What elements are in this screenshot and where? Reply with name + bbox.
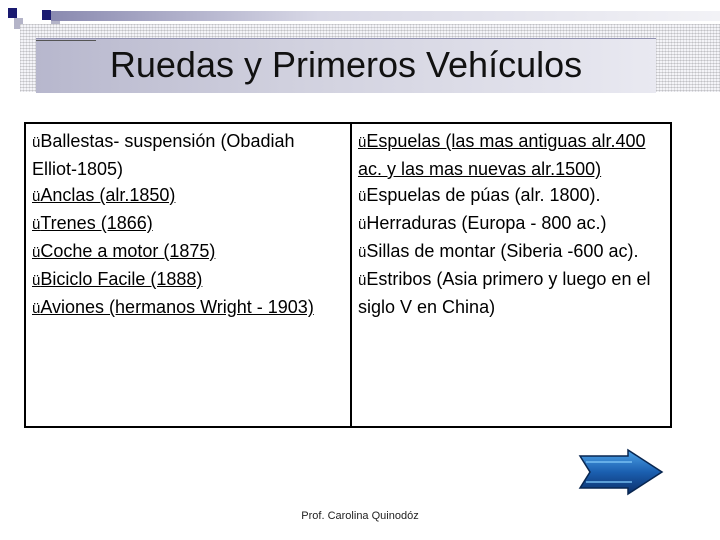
right-arrow-icon[interactable] <box>576 448 666 496</box>
decor-square <box>8 8 17 18</box>
checkmark-icon: ü <box>32 216 41 233</box>
checkmark-icon: ü <box>358 244 367 261</box>
content-table <box>24 122 672 428</box>
slide-title: Ruedas y Primeros Vehículos <box>109 44 583 85</box>
left-column <box>32 128 342 322</box>
checkmark-icon: ü <box>358 216 367 233</box>
left-list-item[interactable] <box>32 238 342 266</box>
checkmark-icon: ü <box>32 300 41 317</box>
checkmark-icon: ü <box>32 188 41 205</box>
right-list-item-text: Sillas de montar (Siberia -600 ac). <box>366 241 639 261</box>
right-list-item <box>358 238 666 266</box>
left-list-item <box>32 128 342 182</box>
right-list-item <box>358 266 666 320</box>
checkmark-icon: ü <box>32 244 41 261</box>
header-gradient-bar <box>51 11 720 21</box>
right-list-item-text: Estribos (Asia primero y luego en el siglo V en China) <box>358 269 651 317</box>
left-list-item-text: Aviones (hermanos Wright - 1903) <box>40 297 314 317</box>
right-list-item <box>358 210 666 238</box>
left-list-item[interactable] <box>32 294 342 322</box>
column-divider <box>350 124 352 426</box>
left-list-item[interactable] <box>32 266 342 294</box>
checkmark-icon: ü <box>358 134 367 151</box>
left-list-item[interactable] <box>32 210 342 238</box>
left-list-item-text: Coche a motor (1875) <box>40 241 216 261</box>
decor-square <box>42 10 51 20</box>
checkmark-icon: ü <box>358 272 367 289</box>
left-list-item-text: Ballestas- suspensión (Obadiah Elliot-1805) <box>32 131 295 179</box>
right-list-item <box>358 182 666 210</box>
right-list-item-text: Espuelas (las mas antiguas alr.400 ac. y las mas nuevas alr.1500) <box>358 131 646 179</box>
left-list-item[interactable] <box>32 182 342 210</box>
left-list-item-text: Biciclo Facile (1888) <box>40 269 203 289</box>
right-list-item-text: Espuelas de púas (alr. 1800). <box>366 185 601 205</box>
checkmark-icon: ü <box>358 188 367 205</box>
checkmark-icon: ü <box>32 272 41 289</box>
checkmark-icon: ü <box>32 134 41 151</box>
footer-credit: Prof. Carolina Quinodóz <box>301 510 419 522</box>
right-list-item-text: Herraduras (Europa - 800 ac.) <box>366 213 607 233</box>
left-list-item-text: Anclas (alr.1850) <box>40 185 176 205</box>
left-list-item-text: Trenes (1866) <box>40 213 153 233</box>
right-list-item[interactable] <box>358 128 666 182</box>
right-column <box>358 128 666 320</box>
